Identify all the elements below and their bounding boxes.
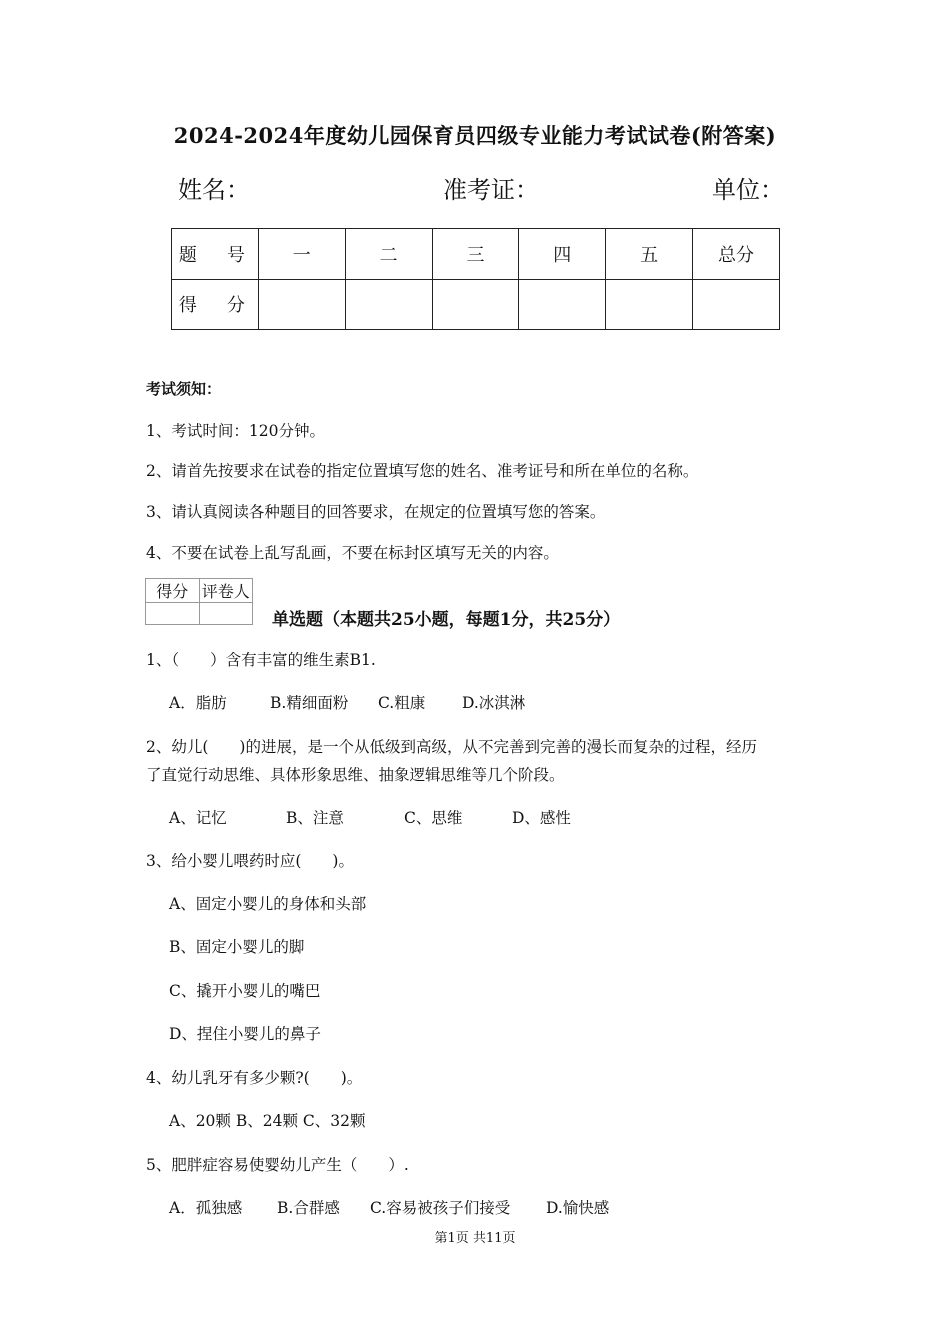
header-part-4: 四	[519, 229, 606, 280]
question-option: A．孤独感	[169, 1199, 243, 1217]
question-option: A．脂肪	[169, 694, 227, 712]
grader-score-cell	[146, 603, 200, 625]
score-cell-1	[258, 279, 345, 330]
exam-number-field-label: 准考证：	[443, 176, 539, 204]
grader-score-label: 得分	[146, 579, 200, 603]
notice-item: 3、请认真阅读各种题目的回答要求，在规定的位置填写您的答案。	[146, 503, 606, 521]
header-part-2: 二	[345, 229, 432, 280]
header-part-1: 一	[258, 229, 345, 280]
grader-reviewer-label: 评卷人	[199, 579, 253, 603]
question-stem: 4、幼儿乳牙有多少颗?( )。	[146, 1069, 363, 1087]
question-option: C、思维	[404, 809, 463, 827]
name-field-label: 姓名：	[178, 176, 250, 204]
header-total: 总分	[693, 229, 780, 280]
question-option: D.冰淇淋	[462, 694, 526, 712]
section-title: 单选题（本题共25小题，每题1分，共25分）	[272, 610, 621, 630]
score-cell-4	[519, 279, 606, 330]
score-cell-5	[606, 279, 693, 330]
score-cell-2	[345, 279, 432, 330]
header-part-3: 三	[432, 229, 519, 280]
header-question-number: 题 号	[172, 229, 259, 280]
notice-item: 4、不要在试卷上乱写乱画，不要在标封区填写无关的内容。	[146, 544, 559, 562]
question-stem: 2、幼儿( )的进展，是一个从低级到高级，从不完善到完善的漫长而复杂的过程，经历	[146, 738, 757, 756]
question-option: B、固定小婴儿的脚	[169, 938, 305, 956]
question-option: A、记忆	[169, 809, 227, 827]
question-option: A、20颗 B、24颗 C、32颗	[169, 1112, 366, 1130]
notice-title: 考试须知：	[146, 380, 222, 398]
question-option: A、固定小婴儿的身体和头部	[169, 895, 367, 913]
header-part-5: 五	[606, 229, 693, 280]
question-stem: 1、（ ）含有丰富的维生素B1.	[146, 651, 376, 669]
score-table	[171, 228, 780, 330]
page-footer: 第1页 共11页	[434, 1231, 516, 1246]
score-cell-3	[432, 279, 519, 330]
question-option: B.合群感	[277, 1199, 340, 1217]
score-table-header-row	[172, 229, 780, 280]
exam-title: 2024-2024年度幼儿园保育员四级专业能力考试试卷(附答案)	[173, 123, 777, 148]
grader-table	[145, 578, 253, 625]
grader-reviewer-cell	[199, 603, 253, 625]
question-option: C.粗康	[378, 694, 426, 712]
question-option: B、注意	[286, 809, 344, 827]
score-cell-total	[693, 279, 780, 330]
question-option: D、感性	[512, 809, 571, 827]
notice-item: 1、考试时间：120分钟。	[146, 422, 325, 440]
score-row-label: 得 分	[172, 279, 259, 330]
question-stem-continued: 了直觉行动思维、具体形象思维、抽象逻辑思维等几个阶段。	[146, 766, 565, 784]
question-stem: 3、给小婴儿喂药时应( )。	[146, 852, 354, 870]
question-option: D.愉快感	[546, 1199, 610, 1217]
question-option: C、撬开小婴儿的嘴巴	[169, 982, 321, 1000]
question-option: B.精细面粉	[270, 694, 349, 712]
unit-field-label: 单位：	[712, 176, 784, 204]
score-table-score-row	[172, 279, 780, 330]
question-option: C.容易被孩子们接受	[370, 1199, 511, 1217]
notice-item: 2、请首先按要求在试卷的指定位置填写您的姓名、准考证号和所在单位的名称。	[146, 462, 699, 480]
question-option: D、捏住小婴儿的鼻子	[169, 1025, 321, 1043]
question-stem: 5、肥胖症容易使婴幼儿产生（ ）.	[146, 1156, 409, 1174]
